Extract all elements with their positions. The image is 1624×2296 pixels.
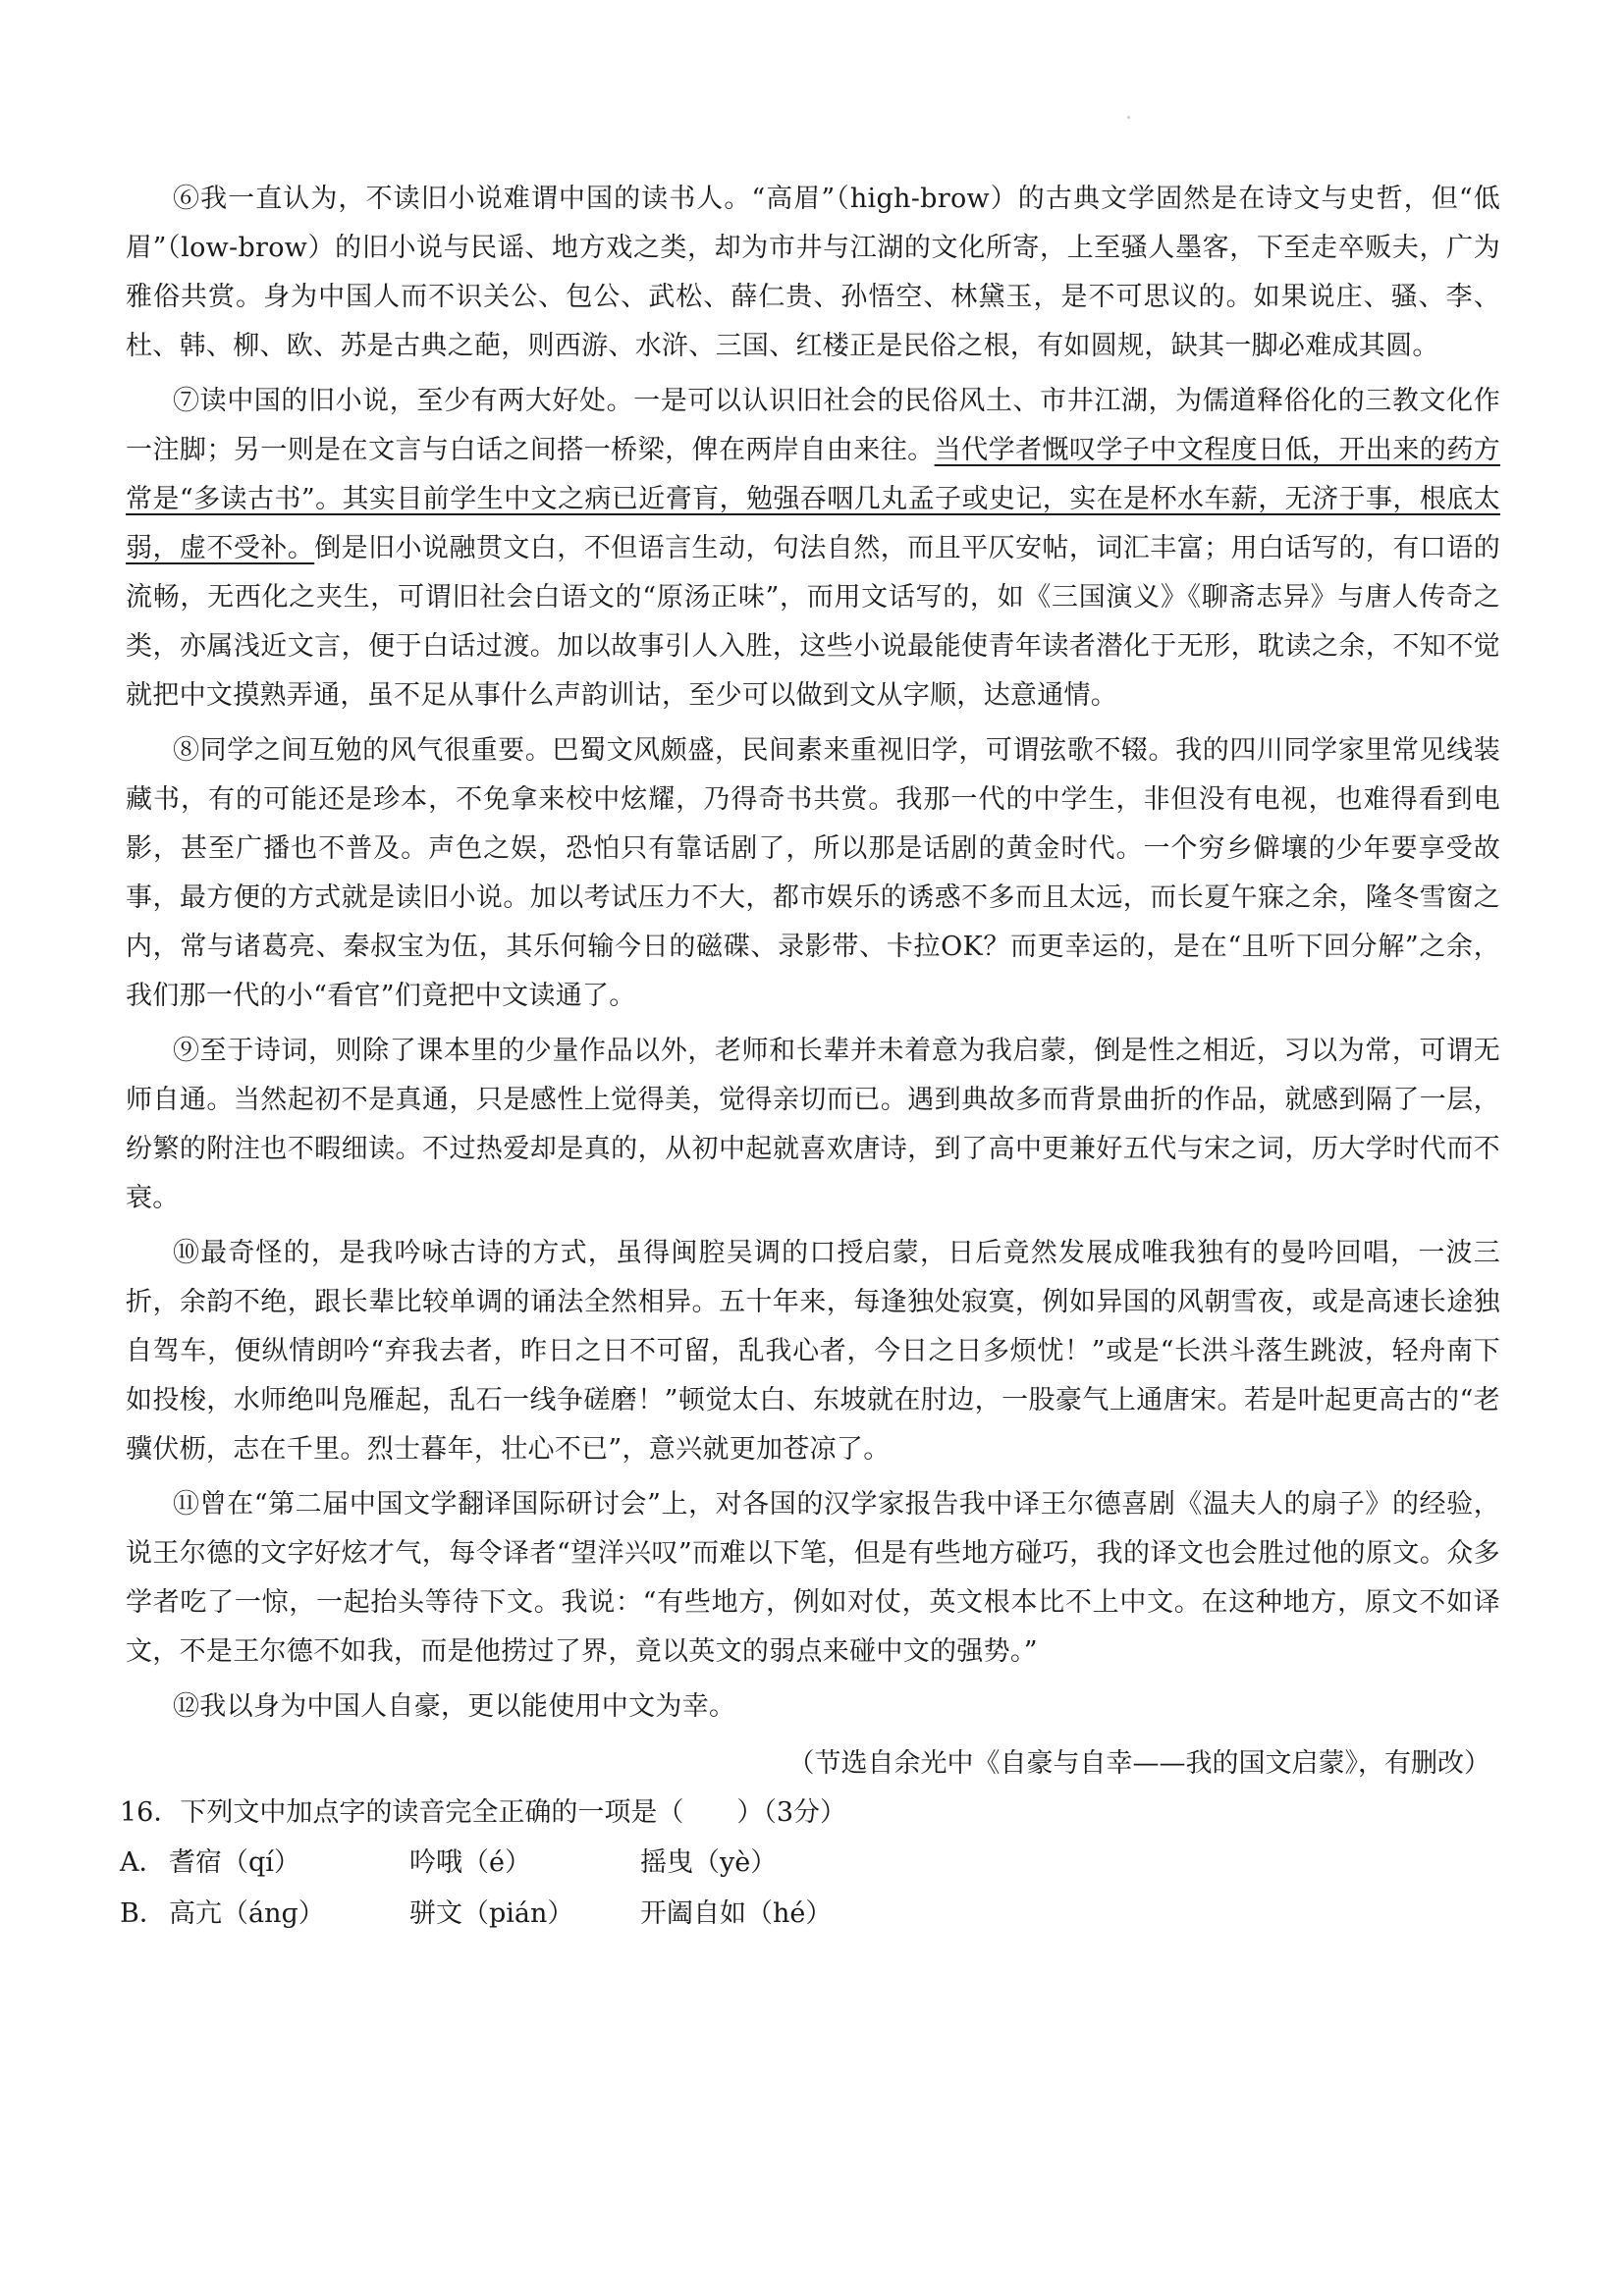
- option-item: 摇曳（yè）: [640, 1847, 778, 1878]
- paragraph-7-text-end: 倒是旧小说融贯文白，不但语言生动，句法自然，而且平仄安帖，词汇丰富；用白话写的，有口语的流畅，无西化之夹生，可谓旧社会白语文的“原汤正味”，而用文话写的，如《三国演义》《聊斋志异》与唐人传奇之类，亦属浅近文言，便于白话过渡。加以故事引人入胜，这些小说最能使青年读者潜化于无形，耽读之余，不知不觉就把中文摸熟弄通，虽不足从事什么声韵训诂，至少可以做到文从字顺，达意通情。: [126, 533, 1500, 711]
- paragraph-7-text-start: ⑦读中国的旧小说，至少有两大好处。一是可以认识旧社会的民俗风土、市井江湖，为儒道释俗化的三教文化作一注脚；另一则是在文言与白话之间搭一桥梁，俾在两岸自由来往。: [126, 386, 1500, 465]
- paragraph-7: [126, 377, 1500, 721]
- option-item: 吟哦（é）: [409, 1847, 531, 1878]
- question-stem: 16．下列文中加点字的读音完全正确的一项是（ ）（3分）: [120, 1797, 847, 1828]
- option-b[interactable]: [120, 1889, 1500, 1940]
- option-item: 开阖自如（hé）: [640, 1898, 833, 1929]
- paragraph-7-underlined-sentence: 当代学者慨叹学子中文程度日低，开出来的药方常是“多读古书”。其实目前学生中文之病已近膏肓，勉强吞咽几丸孟子或史记，实在是杯水车薪，无济于事，根底太弱，虚不受补。: [126, 435, 1500, 563]
- source-citation: （节选自余光中《自豪与自幸——我的国文启蒙》，有删改）: [787, 1748, 1490, 1779]
- option-letter: B．: [120, 1898, 166, 1929]
- scan-speck: [1127, 116, 1130, 119]
- option-item: 骈文（pián）: [409, 1898, 574, 1929]
- reading-passage: [120, 175, 1500, 1940]
- paragraph-8: ⑧同学之间互勉的风气很重要。巴蜀文风颇盛，民间素来重视旧学，可谓弦歌不辍。我的四川同学家里常见线装藏书，有的可能还是珍本，不免拿来校中炫耀，乃得奇书共赏。我那一代的中学生，非但没有电视，也难得看到电影，甚至广播也不普及。声色之娱，恐怕只有靠话剧了，所以那是话剧的黄金时代。一个穷乡僻壤的少年要享受故事，最方便的方式就是读旧小说。加以考试压力不大，都市娱乐的诱惑不多而且太远，而长夏午寐之余，隆冬雪窗之内，常与诸葛亮、秦叔宝为伍，其乐何输今日的磁碟、录影带、卡拉OK？而更幸运的，是在“且听下回分解”之余，我们那一代的小“看官”们竟把中文读通了。: [126, 735, 1500, 1011]
- option-item: 高亢（ánɡ）: [169, 1898, 325, 1929]
- paragraph-6: ⑥我一直认为，不读旧小说难谓中国的读书人。“高眉”（high-brow）的古典文学固然是在诗文与史哲，但“低眉”（low-brow）的旧小说与民谣、地方戏之类，却为市井与江湖的文化所寄，上至骚人墨客，下至走卒贩夫，广为雅俗共赏。身为中国人而不识关公、包公、武松、薛仁贵、孙悟空、林黛玉，是不可思议的。如果说庄、骚、李、杜、韩、柳、欧、苏是古典之葩，则西游、水浒、三国、红楼正是民俗之根，有如圆规，缺其一脚必难成其圆。: [126, 184, 1500, 361]
- option-letter: A．: [120, 1847, 166, 1878]
- paragraph-10: ⑩最奇怪的，是我吟咏古诗的方式，虽得闽腔吴调的口授启蒙，日后竟然发展成唯我独有的曼吟回唱，一波三折，余韵不绝，跟长辈比较单调的诵法全然相异。五十年来，每逢独处寂寞，例如异国的风朝雪夜，或是高速长途独自驾车，便纵情朗吟“弃我去者，昨日之日不可留，乱我心者，今日之日多烦忧！”或是“长洪斗落生跳波，轻舟南下如投梭，水师绝叫凫雁起，乱石一线争磋磨！”顿觉太白、东坡就在肘边，一股豪气上通唐宋。若是叶起更高古的“老骥伏枥，志在千里。烈士暮年，壮心不已”，意兴就更加苍凉了。: [126, 1238, 1500, 1465]
- question-16: [120, 1789, 1500, 1940]
- paragraph-12: ⑫我以身为中国人自豪，更以能使用中文为幸。: [173, 1691, 736, 1722]
- paragraph-11: ⑪曾在“第二届中国文学翻译国际研讨会”上，对各国的汉学家报告我中译王尔德喜剧《温夫人的扇子》的经验，说王尔德的文字好炫才气，每令译者“望洋兴叹”而难以下笔，但是有些地方碰巧，我的译文也会胜过他的原文。众多学者吃了一惊，一起抬头等待下文。我说：“有些地方，例如对仗，英文根本比不上中文。在这种地方，原文不如译文，不是王尔德不如我，而是他捞过了界，竟以英文的弱点来碰中文的强势。”: [126, 1489, 1500, 1667]
- option-a[interactable]: [120, 1838, 1500, 1889]
- option-item: 耆宿（qí）: [169, 1847, 300, 1878]
- paragraph-9: ⑨至于诗词，则除了课本里的少量作品以外，老师和长辈并未着意为我启蒙，倒是性之相近，习以为常，可谓无师自通。当然起初不是真通，只是感性上觉得美，觉得亲切而已。遇到典故多而背景曲折的作品，就感到隔了一层，纷繁的附注也不暇细读。不过热爱却是真的，从初中起就喜欢唐诗，到了高中更兼好五代与宋之词，历大学时代而不衰。: [126, 1036, 1500, 1213]
